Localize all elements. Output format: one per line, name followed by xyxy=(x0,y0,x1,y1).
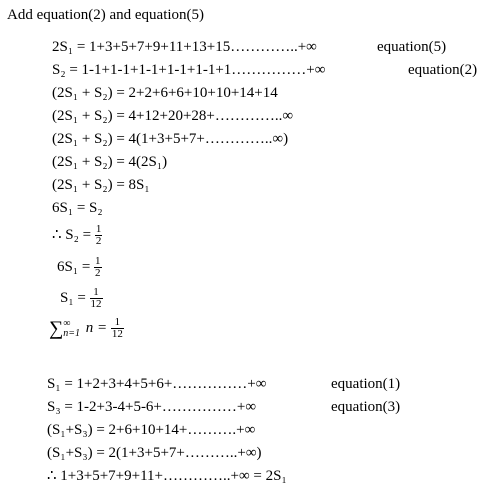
eq-tag-3: equation(3) xyxy=(331,399,401,415)
eq-sum-line-3: (2S₁ + S₂) = 4(1+3+5+7+…………..∞) xyxy=(52,131,289,147)
heading-add-eq2-eq5: Add equation(2) and equation(5) xyxy=(7,7,205,23)
sigma-symbol: ∑ xyxy=(49,317,64,340)
eq-sum-line-4: (2S₁ + S₂) = 4(2S₁) xyxy=(52,154,168,170)
eq-sum-line-5: (2S₁ + S₂) = 8S₁ xyxy=(52,177,150,193)
sum-limits xyxy=(63,319,80,339)
fraction-half xyxy=(95,224,103,247)
eq-tag-5: equation(5) xyxy=(377,39,447,55)
fraction-numerator: 1 xyxy=(93,286,99,299)
eq-6s1-s2: 6S₁ = S₂ xyxy=(52,200,103,216)
eq-s1-s3-sum: (S₁+S₃) = 2+6+10+14+……….+∞ xyxy=(47,422,256,438)
eq-s3-series: S₃ = 1-2+3-4+5-6+……………+∞ xyxy=(47,399,257,415)
eq-s2: S₂ = 1-1+1-1+1-1+1-1+1-1+1……………+∞ xyxy=(52,62,326,78)
eq-sum-line-2: (2S₁ + S₂) = 4+12+20+28+…………..∞ xyxy=(52,108,294,124)
eq-tag-2: equation(2) xyxy=(408,62,478,78)
fraction-denominator: 12 xyxy=(111,328,123,341)
eq-s1-series: S₁ = 1+2+3+4+5+6+……………+∞ xyxy=(47,376,267,392)
fraction-twelfth xyxy=(111,317,124,340)
fraction-numerator: 1 xyxy=(95,255,101,268)
eq-summation xyxy=(49,314,124,342)
eq-6s1-half xyxy=(57,254,102,280)
fraction-denominator: 12 xyxy=(90,298,102,311)
sum-body: n = xyxy=(85,320,108,336)
eq-conclusion: ∴ 1+3+5+7+9+11+…………..+∞ = 2S₁ xyxy=(47,468,287,484)
eq-2s1: 2S₁ = 1+3+5+7+9+11+13+15…………..+∞ xyxy=(52,39,317,55)
fraction-twelfth xyxy=(90,287,103,310)
sum-upper-limit: ∞ xyxy=(63,317,71,329)
fraction-numerator: 1 xyxy=(114,316,121,329)
sum-lower-limit: n=1 xyxy=(63,327,81,339)
fraction-half xyxy=(94,256,102,279)
eq-6s1-prefix: 6S₁ = xyxy=(57,259,91,275)
eq-s1-twelfth xyxy=(60,285,103,311)
eq-s1-prefix: S₁ = xyxy=(60,290,86,306)
fraction-numerator: 1 xyxy=(95,223,102,236)
eq-tag-1: equation(1) xyxy=(331,376,401,392)
fraction-denominator: 2 xyxy=(95,235,102,248)
eq-s2-half xyxy=(52,222,102,248)
eq-s2-prefix: ∴ S₂ = xyxy=(52,227,92,243)
eq-sum-line-1: (2S₁ + S₂) = 2+2+6+6+10+10+14+14 xyxy=(52,85,278,101)
eq-s1-s3-factored: (S₁+S₃) = 2(1+3+5+7+………..+∞) xyxy=(47,445,262,461)
fraction-denominator: 2 xyxy=(95,267,101,280)
